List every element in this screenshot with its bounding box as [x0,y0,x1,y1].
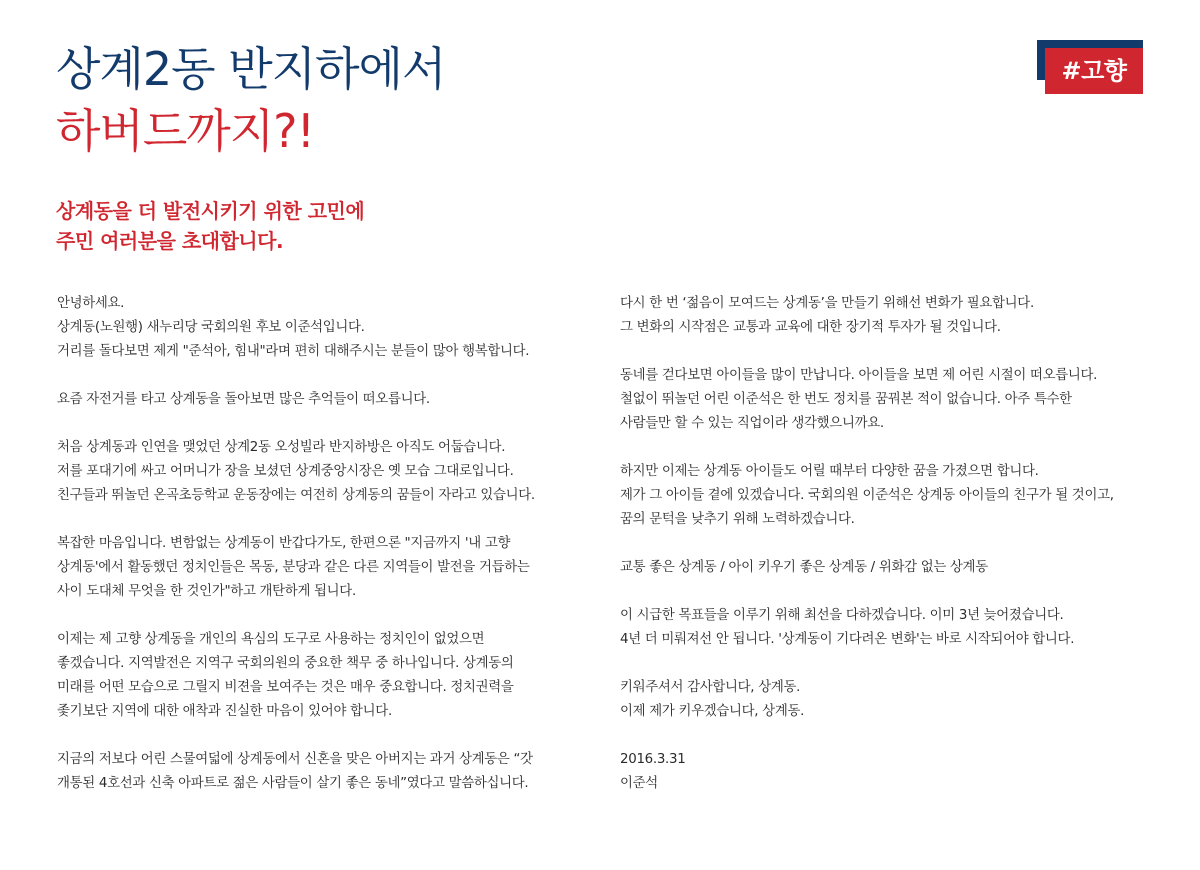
right-line: 4년 더 미뤄져선 안 됩니다. '상계동이 기다려온 변화'는 바로 시작되어야 합니다. [620,632,1075,647]
right-line: 이제 제가 키우겠습니다, 상계동. [620,704,805,719]
right-line: 철없이 뛰놀던 어린 이준석은 한 번도 정치를 꿈꿔본 적이 없습니다. 아주 특수한 [620,392,1072,407]
left-paragraph [57,388,587,412]
hometown-tag [1037,40,1143,94]
right-paragraph [620,364,1160,436]
left-paragraph [57,292,587,364]
left-line: 좇기보단 지역에 대한 애착과 진실한 마음이 있어야 합니다. [57,704,392,719]
right-paragraph [620,292,1160,340]
left-line: 지금의 저보다 어린 스물여덟에 상계동에서 신혼을 맞은 아버지는 과거 상계동은 “갓 [57,752,533,767]
left-paragraph [57,436,587,508]
right-line: 그 변화의 시작점은 교통과 교육에 대한 장기적 투자가 될 것입니다. [620,320,1001,335]
left-line: 안녕하세요. [57,296,125,311]
left-line: 이제는 제 고향 상계동을 개인의 욕심의 도구로 사용하는 정치인이 없었으면 [57,632,485,647]
right-line: 이 시급한 목표들을 이루기 위해 최선을 다하겠습니다. 이미 3년 늦어졌습니다. [620,608,1064,623]
letter-right-column [620,292,1160,820]
right-line: 교통 좋은 상계동 / 아이 키우기 좋은 상계동 / 위화감 없는 상계동 [620,560,988,575]
right-line: 제가 그 아이들 곁에 있겠습니다. 국회의원 이준석은 상계동 아이들의 친구가 될 것이고, [620,488,1114,503]
right-paragraph [620,604,1160,652]
left-line: 저를 포대기에 싸고 어머니가 장을 보셨던 상계중앙시장은 옛 모습 그대로입니다. [57,464,514,479]
left-line: 상계동(노원행) 새누리당 국회의원 후보 이준석입니다. [57,320,365,335]
right-paragraph [620,676,1160,724]
left-line: 상계동'에서 활동했던 정치인들은 목동, 분당과 같은 다른 지역들이 발전을 거듭하는 [57,560,530,575]
letter-left-column [57,292,587,820]
page-title [56,38,445,162]
right-line: 키워주셔서 감사합니다, 상계동. [620,680,801,695]
right-paragraph [620,460,1160,532]
left-paragraph [57,532,587,604]
left-paragraph [57,628,587,724]
tag-label: #고향 [1045,48,1143,94]
left-line: 미래를 어떤 모습으로 그릴지 비젼을 보여주는 것은 매우 중요합니다. 정치권력을 [57,680,514,695]
title-line-1: 상계2동 반지하에서 [56,42,446,96]
left-paragraph [57,748,587,796]
left-line: 거리를 돌다보면 제게 "준석아, 힘내"라며 편히 대해주시는 분들이 많아 행복합니다. [57,344,530,359]
left-line: 처음 상계동과 인연을 맺었던 상계2동 오성빌라 반지하방은 아직도 어둡습니다. [57,440,506,455]
subtitle-line-1: 상계동을 더 발전시키기 위한 고민에 [56,199,365,223]
left-line: 요즘 자전거를 타고 상계동을 돌아보면 많은 추억들이 떠오릅니다. [57,392,430,407]
right-paragraph [620,556,1160,580]
left-line: 개통된 4호선과 신축 아파트로 젊은 사람들이 살기 좋은 동네”였다고 말씀하십니다. [57,776,529,791]
subtitle [56,196,364,256]
left-line: 친구들과 뛰놀던 온곡초등학교 운동장에는 여전히 상계동의 꿈들이 자라고 있습니다. [57,488,535,503]
left-line: 사이 도대체 무엇을 한 것인가"하고 개탄하게 됩니다. [57,584,356,599]
left-line: 복잡한 마음입니다. 변함없는 상계동이 반갑다가도, 한편으론 "지금까지 '내 고향 [57,536,511,551]
title-line-2: 하버드까지?! [56,104,315,158]
subtitle-line-2: 주민 여러분을 초대합니다. [56,229,284,253]
right-line: 사람들만 할 수 있는 직업이라 생각했으니까요. [620,416,884,431]
right-paragraph [620,748,1160,796]
right-line: 이준석 [620,776,658,791]
right-line: 동네를 걷다보면 아이들을 많이 만납니다. 아이들을 보면 제 어린 시절이 떠오릅니다. [620,368,1098,383]
right-line: 꿈의 문턱을 낮추기 위해 노력하겠습니다. [620,512,855,527]
right-line: 다시 한 번 ‘젊음이 모여드는 상계동’을 만들기 위해선 변화가 필요합니다. [620,296,1034,311]
left-line: 좋겠습니다. 지역발전은 지역구 국회의원의 중요한 책무 중 하나입니다. 상계동의 [57,656,514,671]
right-line: 하지만 이제는 상계동 아이들도 어릴 때부터 다양한 꿈을 가졌으면 합니다. [620,464,1039,479]
right-line: 2016.3.31 [620,752,686,767]
